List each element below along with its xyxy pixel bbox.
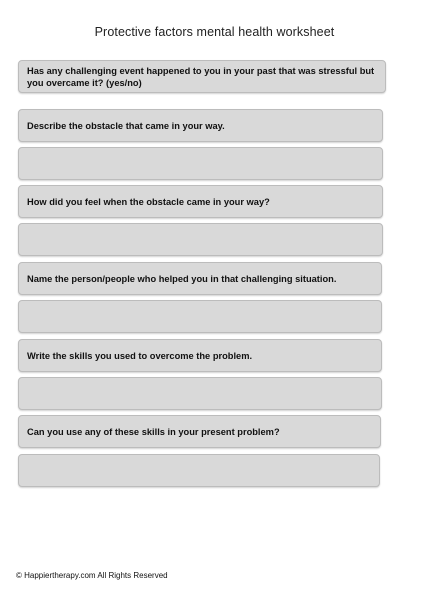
question-box-1: Has any challenging event happened to you in your past that was stressful but you overcame it? (yes/no) [18,60,386,93]
answer-field-4[interactable] [18,377,382,410]
answer-field-5[interactable] [18,454,380,487]
copyright-footer: © Happiertherapy.com All Rights Reserved [16,571,168,580]
question-box-5: Write the skills you used to overcome the problem. [18,339,382,372]
answer-field-2[interactable] [18,223,383,256]
answer-field-1[interactable] [18,147,383,180]
question-box-4: Name the person/people who helped you in that challenging situation. [18,262,382,295]
question-box-2: Describe the obstacle that came in your way. [18,109,383,142]
answer-field-3[interactable] [18,300,382,333]
page-title: Protective factors mental health worksheet [94,25,335,39]
question-box-6: Can you use any of these skills in your present problem? [18,415,381,448]
question-box-3: How did you feel when the obstacle came in your way? [18,185,383,218]
